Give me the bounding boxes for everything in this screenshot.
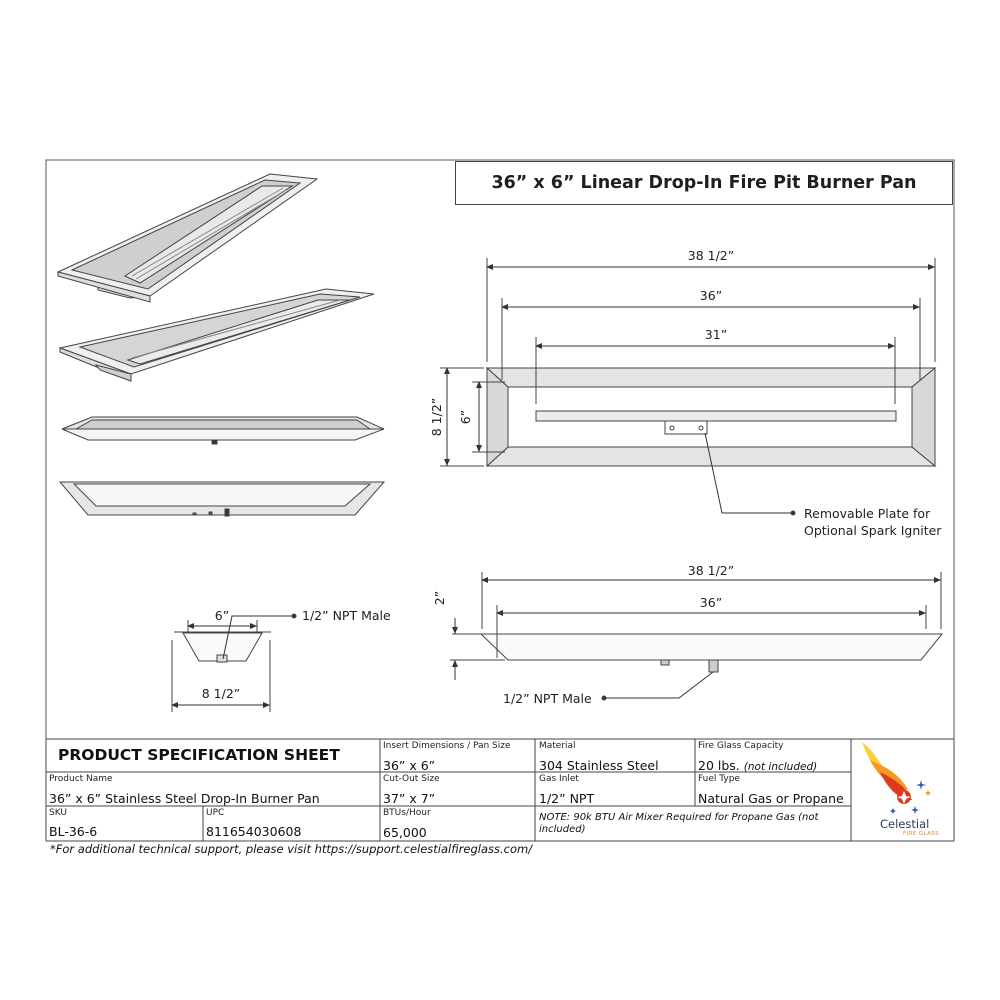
callout-removable-plate-line2: Optional Spark Igniter bbox=[804, 523, 942, 538]
title-box bbox=[455, 161, 953, 205]
btu-label: BTUs/Hour bbox=[383, 808, 431, 818]
cutout-value: 37” x 7” bbox=[383, 791, 436, 806]
dim-top-insert: 36” bbox=[699, 288, 723, 303]
product-name-label: Product Name bbox=[49, 774, 113, 784]
insert-dimensions-label: Insert Dimensions / Pan Size bbox=[383, 741, 511, 751]
material-value: 304 Stainless Steel bbox=[539, 758, 659, 773]
spec-heading: PRODUCT SPECIFICATION SHEET bbox=[58, 746, 340, 764]
insert-dimensions-value: 36” x 6” bbox=[383, 758, 436, 773]
dim-top-burner: 31” bbox=[704, 327, 728, 342]
dim-top-height-inner: 6” bbox=[458, 409, 473, 425]
front-view-4 bbox=[60, 482, 384, 516]
dim-side-insert: 36” bbox=[699, 595, 723, 610]
sku-label: SKU bbox=[49, 808, 67, 818]
btu-value: 65,000 bbox=[383, 825, 427, 840]
upc-value: 811654030608 bbox=[206, 824, 302, 839]
gas-inlet-label: Gas Inlet bbox=[539, 774, 579, 784]
dim-side-depth: 2” bbox=[432, 590, 447, 606]
fuel-type-label: Fuel Type bbox=[698, 774, 740, 784]
fire-glass-value: 20 lbs. bbox=[698, 758, 740, 773]
dim-top-height-outer: 8 1/2” bbox=[429, 397, 444, 437]
callout-removable-plate-line1: Removable Plate for bbox=[804, 506, 931, 521]
gas-inlet-value: 1/2” NPT bbox=[539, 791, 595, 806]
callout-npt-male-end: 1/2” NPT Male bbox=[302, 608, 391, 623]
upc-label: UPC bbox=[206, 808, 225, 818]
dim-top-overall: 38 1/2” bbox=[687, 248, 735, 263]
fire-glass-label: Fire Glass Capacity bbox=[698, 741, 784, 751]
support-footer: *For additional technical support, please visit https://support.celestialfireglass.com/ bbox=[50, 842, 533, 856]
propane-note: NOTE: 90k BTU Air Mixer Required for Propane Gas (not included) bbox=[539, 812, 819, 835]
product-name-value: 36” x 6” Stainless Steel Drop-In Burner Pan bbox=[49, 791, 320, 806]
iso-view-1 bbox=[58, 174, 317, 302]
dim-side-overall: 38 1/2” bbox=[687, 563, 735, 578]
top-view bbox=[440, 258, 935, 515]
iso-view-2 bbox=[60, 289, 374, 381]
fire-glass-value-wrap bbox=[698, 758, 817, 773]
side-profile-view bbox=[450, 572, 942, 700]
fire-glass-note: (not included) bbox=[743, 761, 818, 773]
material-label: Material bbox=[539, 741, 576, 751]
sku-value: BL-36-6 bbox=[49, 824, 98, 839]
brand-name: Celestial bbox=[880, 817, 930, 831]
side-view-3 bbox=[62, 417, 384, 444]
dim-end-insert-width: 6” bbox=[214, 608, 230, 623]
fuel-type-value: Natural Gas or Propane bbox=[698, 791, 844, 806]
page-title: 36” x 6” Linear Drop-In Fire Pit Burner Pan bbox=[491, 173, 917, 193]
celestial-logo bbox=[862, 742, 931, 814]
dim-end-outer-width: 8 1/2” bbox=[201, 686, 241, 701]
cutout-label: Cut-Out Size bbox=[383, 774, 440, 784]
brand-sub: FIRE GLASS bbox=[903, 831, 940, 837]
callout-npt-male-side: 1/2” NPT Male bbox=[503, 691, 592, 706]
